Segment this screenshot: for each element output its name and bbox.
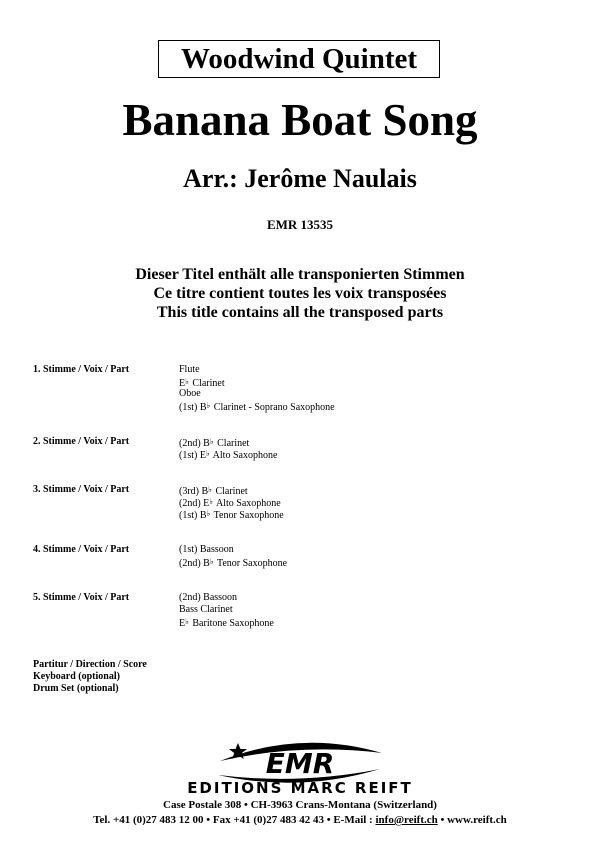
instrument-name: Alto Saxophone [214, 498, 281, 509]
flat-sign: ♭ [208, 485, 212, 494]
page-title: Banana Boat Song [122, 95, 478, 145]
catalog-number: EMR 13535 [266, 217, 334, 232]
instrument-item [179, 436, 277, 448]
flat-sign: ♭ [206, 401, 211, 410]
instrument-name: Flute [179, 364, 200, 375]
instrument-name: Clarinet [189, 378, 225, 389]
instrument-prefix: (2nd) B [179, 438, 210, 449]
flat-sign: ♭ [205, 449, 210, 458]
contact-phone-fax: Tel. +41 (0)27 483 12 00 • Fax +41 (0)27 483 42 43 • E-Mail : [93, 814, 376, 826]
part-2-label: 2. Stimme / Voix / Part [33, 436, 130, 447]
flat-sign: ♭ [185, 377, 189, 386]
publisher-name: EDITIONS MARC REIFT [187, 779, 413, 797]
instrument-item [179, 496, 284, 508]
extra-keyboard: Keyboard (optional) [33, 671, 120, 682]
transposition-notice [0, 265, 600, 322]
flat-sign: ♭ [185, 617, 189, 626]
extra-score: Partitur / Direction / Score [33, 659, 147, 670]
part-3-instruments [179, 484, 284, 520]
instrument-prefix: (2nd) Bassoon [179, 592, 238, 603]
instrument-item [179, 508, 284, 520]
part-5-instruments [179, 592, 274, 628]
part-2-instruments [179, 436, 277, 460]
instrument-item [179, 376, 335, 388]
instrument-item [179, 364, 335, 376]
instrument-prefix: (1st) Bassoon [179, 544, 234, 555]
instrument-item [179, 448, 277, 460]
instrument-prefix: (3rd) B [179, 486, 209, 497]
instrument-prefix: (1st) B [179, 402, 207, 413]
part-4-label: 4. Stimme / Voix / Part [33, 544, 130, 555]
instrument-item [179, 484, 284, 496]
instrument-name: Alto Saxophone [210, 450, 278, 461]
part-1-instruments [179, 364, 335, 412]
part-4-instruments [179, 544, 287, 568]
instrument-prefix: E [179, 378, 186, 389]
part-1-label: 1. Stimme / Voix / Part [33, 364, 130, 375]
part-5-label: 5. Stimme / Voix / Part [33, 592, 130, 603]
instrument-name: Tenor Saxophone [214, 558, 288, 569]
instrument-item [179, 592, 274, 604]
publisher-contact [0, 813, 600, 827]
part-3-label: 3. Stimme / Voix / Part [33, 484, 130, 495]
flat-sign: ♭ [206, 509, 211, 518]
instrument-prefix: (1st) B [179, 510, 207, 521]
extra-parts-list [33, 659, 147, 695]
genre-box [158, 40, 440, 78]
instrument-item [179, 604, 274, 616]
instrument-prefix: (2nd) B [179, 558, 210, 569]
notice-german: Dieser Titel enthält alle transponierten Stimmen [135, 266, 465, 283]
email-link[interactable]: info@reift.ch [375, 814, 438, 826]
flat-sign: ♭ [209, 497, 214, 506]
logo-text: EMR [265, 747, 335, 780]
instrument-name: Clarinet [214, 438, 250, 449]
notice-english: This title contains all the transposed parts [156, 304, 444, 321]
instrument-item [179, 388, 335, 400]
extra-drum-set: Drum Set (optional) [33, 683, 119, 694]
instrument-name: Clarinet - Soprano Saxophone [211, 402, 335, 413]
publisher-address: Case Postale 308 • CH-3963 Crans-Montana (Switzerland) [163, 799, 437, 811]
instrument-name: Oboe [179, 388, 201, 399]
instrument-name: Tenor Saxophone [211, 510, 284, 521]
arranger-credit: Arr.: Jerôme Naulais [183, 164, 417, 193]
instrument-prefix: (2nd) E [179, 498, 210, 509]
flat-sign: ♭ [209, 557, 214, 566]
instrument-item [179, 556, 287, 568]
contact-website: • www.reift.ch [437, 814, 507, 826]
instrument-prefix: (1st) E [179, 450, 206, 461]
instrument-name: Clarinet [212, 486, 248, 497]
instrument-item [179, 544, 287, 556]
instrument-name: Baritone Saxophone [189, 618, 274, 629]
genre-label: Woodwind Quintet [180, 43, 418, 75]
instrument-prefix: Bass Clarinet [179, 604, 233, 615]
notice-french: Ce titre contient toutes les voix transposées [153, 285, 447, 302]
instrument-item [179, 616, 274, 628]
instrument-prefix: E [179, 618, 186, 629]
instrument-item [179, 400, 335, 412]
flat-sign: ♭ [209, 437, 214, 446]
